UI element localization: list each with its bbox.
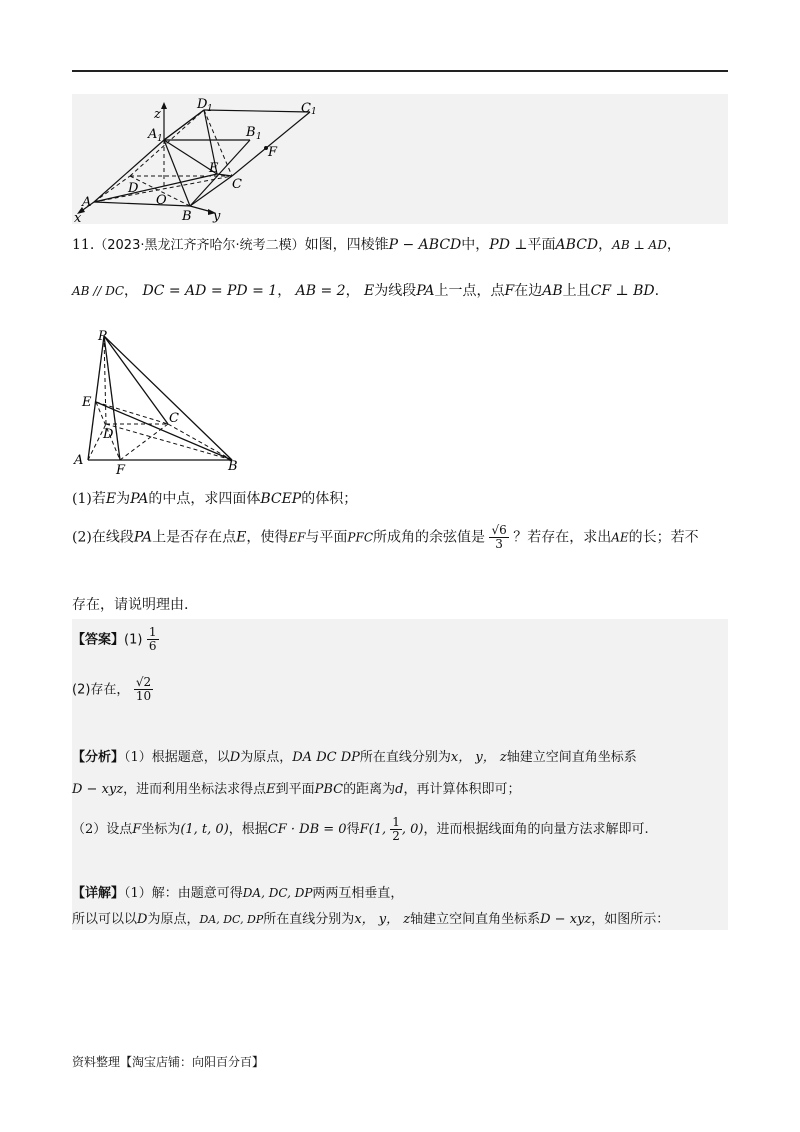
answer-2-fraction: $\frac{√2}{10}$ (135, 675, 152, 703)
figure-2-pyramid (72, 326, 252, 476)
label-A: A (82, 195, 92, 210)
problem-line-1: 11.（2023·黑龙江齐齐哈尔·统考二模）如图，四棱锥P − ABCD中，PD ⊥平面ABCD，AB ⊥ AD， (72, 237, 681, 253)
svg-text:1: 1 (256, 132, 262, 142)
analysis-line-1: 【分析】（1）根据题意，以D为原点，DA DC DP所在直线分别为x， y， z轴建立空间直角坐标系 (72, 750, 637, 765)
label-F: F (268, 145, 278, 160)
label-O: O (156, 193, 167, 208)
problem-source: （2023·黑龙江齐齐哈尔·统考二模） (94, 238, 305, 253)
problem-number: 11. (72, 237, 95, 253)
label-y: y (213, 209, 221, 224)
svg-text:1: 1 (311, 107, 317, 117)
label-z: z (154, 107, 161, 122)
figure-1-panel (72, 94, 728, 224)
answer-label: 【答案】 (72, 632, 125, 648)
analysis-line-3: （2）设点F坐标为(1, t, 0)，根据CF · DB = 0得F(1, $\frac{1}{2}$ , 0)，进而根据线面角的向量方法求解即可. (72, 815, 649, 843)
question-2: (2)在线段PA上是否存在点E，使得EF与平面PFC所成角的余弦值是 $\frac{√6}{3}$ ？若存在，求出AE的长；若不 (72, 523, 699, 551)
label-F: F (116, 463, 126, 476)
header-rule (72, 70, 728, 72)
label-D: D (128, 181, 139, 196)
figure-1-prism (72, 94, 322, 224)
label-C1: C (301, 101, 311, 116)
analysis-line-2: D − xyz，进而利用坐标法求得点E到平面PBC的距离为d，再计算体积即可； (72, 782, 521, 797)
label-E: E (82, 395, 92, 410)
point-f-fraction: $\frac{1}{2}$ (392, 815, 400, 843)
svg-text:1: 1 (157, 134, 163, 144)
label-C: C (232, 177, 242, 192)
analysis-label: 【分析】 (72, 750, 125, 765)
label-E: E (209, 161, 219, 176)
answer-line-2: (2)存在， $\frac{√2}{10}$ (72, 675, 152, 703)
label-B: B (228, 459, 238, 474)
label-B1: B (246, 125, 256, 140)
detail-label: 【详解】 (72, 886, 125, 901)
svg-text:1: 1 (207, 104, 213, 114)
label-D1: D (197, 97, 208, 112)
label-B: B (182, 209, 192, 224)
cosine-fraction: $\frac{√6}{3}$ (491, 523, 507, 551)
detail-line-2: 所以可以以D为原点，DA, DC, DP所在直线分别为x， y， z轴建立空间直角坐标系D − xyz，如图所示： (72, 912, 670, 927)
label-A1: A (148, 127, 158, 142)
question-1: (1)若E为PA的中点，求四面体BCEP的体积； (72, 491, 358, 507)
label-A: A (74, 453, 84, 468)
detail-line-1: 【详解】（1）解：由题意可得DA, DC, DP两两互相垂直， (72, 886, 404, 901)
question-2-continued: 存在，请说明理由. (72, 597, 189, 613)
label-D: D (103, 427, 114, 442)
footer-text: 资料整理【淘宝店铺：向阳百分百】 (72, 1055, 265, 1069)
answer-1-fraction: $\frac{1}{6}$ (148, 625, 157, 653)
label-C: C (169, 411, 179, 426)
label-P: P (98, 329, 107, 344)
problem-line-2: AB // DC， DC = AD = PD = 1， AB = 2， E为线段PA上一点，点F在边AB上且CF ⊥ BD. (72, 283, 660, 299)
label-x: x (74, 211, 82, 224)
answer-line-1: 【答案】(1) $\frac{1}{6}$ (72, 625, 157, 653)
